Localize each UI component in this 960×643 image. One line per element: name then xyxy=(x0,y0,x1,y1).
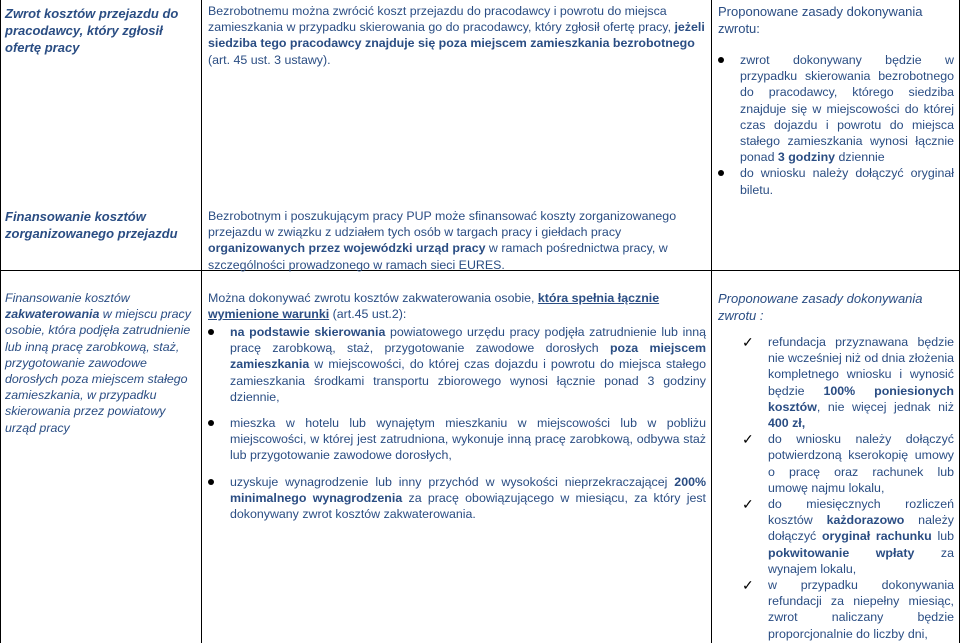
row1-right-list xyxy=(740,52,954,198)
row3-right-header: Proponowane zasady dokonywania zwrotu : xyxy=(718,291,923,323)
row2-left-title: Finansowanie kosztów zorganizowanego przejazdu xyxy=(5,209,178,241)
row1-left-title: Zwrot kosztów przejazdu do pracodawcy, który zgłosił ofertę pracy xyxy=(5,6,179,55)
row3-middle-list xyxy=(230,324,706,522)
list-item: zwrot dokonywany będzie w przypadku skierowania bezrobotnego do pracodawcy, którego siedziba znajduje się w miejscowości do której czas dojazdu i powrotu do miejsca stałego zamieszkania wynosi łącznie ponad 3 godziny dziennie xyxy=(740,53,954,165)
list-item: mieszka w hotelu lub wynajętym mieszkaniu w miejscowości lub w pobliżu miejscowości, w której jest zatrudniona, wykonuje inną pracę zarobkową, odbywa staż lub przygotowanie zawodowe dorosłych, xyxy=(230,416,706,463)
row1-right-header: Proponowane zasady dokonywania zwrotu: xyxy=(718,4,923,36)
grid-line xyxy=(0,0,1,643)
row2-middle-text: Bezrobotnym i poszukującym pracy PUP może sfinansować koszty zorganizowanego przejazdu w związku z udziałem tych osób w targach pracy i giełdach pracy organizowanych przez wojewódzki urząd pracy w ramach pośrednictwa pracy, w szczególności prowadzonego w ramach sieci EURES. xyxy=(208,209,677,272)
row1-middle-text: Bezrobotnemu można zwrócić koszt przejazdu do pracodawcy i powrotu do miejsca zamieszkania w przypadku skierowania go do pracodawcy, który zgłosił ofertę pracy, jeżeli siedziba tego pracodawcy znajduje się poza miejscem zamieszkania bezrobotnego (art. 45 ust. 3 ustawy). xyxy=(208,4,705,67)
grid-line xyxy=(711,0,712,643)
row3-right-list xyxy=(768,334,954,642)
list-item: na podstawie skierowania powiatowego urzędu pracy podjęła zatrudnienie lub inną pracę zarobkową, staż, przygotowanie zawodowe dorosłych poza miejscem zamieszkania w miejscowości, do której czas dojazdu i powrotu do miejsca stałego zamieszkania środkami transportu zbiorowego wynosi łącznie ponad 3 godziny dziennie, xyxy=(230,325,707,404)
list-item: do wniosku należy dołączyć oryginał biletu. xyxy=(740,166,954,197)
grid-line xyxy=(201,0,202,643)
list-item: ✓ refundacja przyznawana będzie nie wcześniej niż od dnia złożenia kompletnego wniosku i wynosić będzie 100% poniesionych kosztów, nie więcej jednak niż 400 zł, xyxy=(768,334,954,431)
row3-left-title: Finansowanie kosztów zakwaterowania w miejscu pracy osobie, która podjęła zatrudnienie lub inną pracę zarobkową, staż, przygotowanie zawodowe dorosłych poza miejscem stałego zamieszkania, w przypadku skierowania przez powiatowy urząd pracy xyxy=(5,291,191,435)
list-item: ✓ do miesięcznych rozliczeń kosztów każdorazowo należy dołączyć oryginał rachunku lub pokwitowanie wpłaty za wynajem lokalu, xyxy=(768,496,954,577)
row3-middle-intro: Można dokonywać zwrotu kosztów zakwaterowania osobie, która spełnia łącznie wymienione warunki (art.45 ust.2): xyxy=(208,291,660,322)
list-item: ✓ do wniosku należy dołączyć potwierdzoną kserokopię umowy o pracę oraz rachunek lub umowę najmu lokalu, xyxy=(768,431,954,496)
list-item: uzyskuje wynagrodzenie lub inny przychód w wysokości nieprzekraczającej 200% minimalnego wynagrodzenia za pracę obowiązującego w miesiącu, za który jest dokonywany zwrot kosztów zakwaterowania. xyxy=(230,474,706,522)
list-item: ✓ w przypadku dokonywania refundacji za niepełny miesiąc, zwrot naliczany będzie proporcjonalnie do liczby dni, xyxy=(768,577,954,642)
